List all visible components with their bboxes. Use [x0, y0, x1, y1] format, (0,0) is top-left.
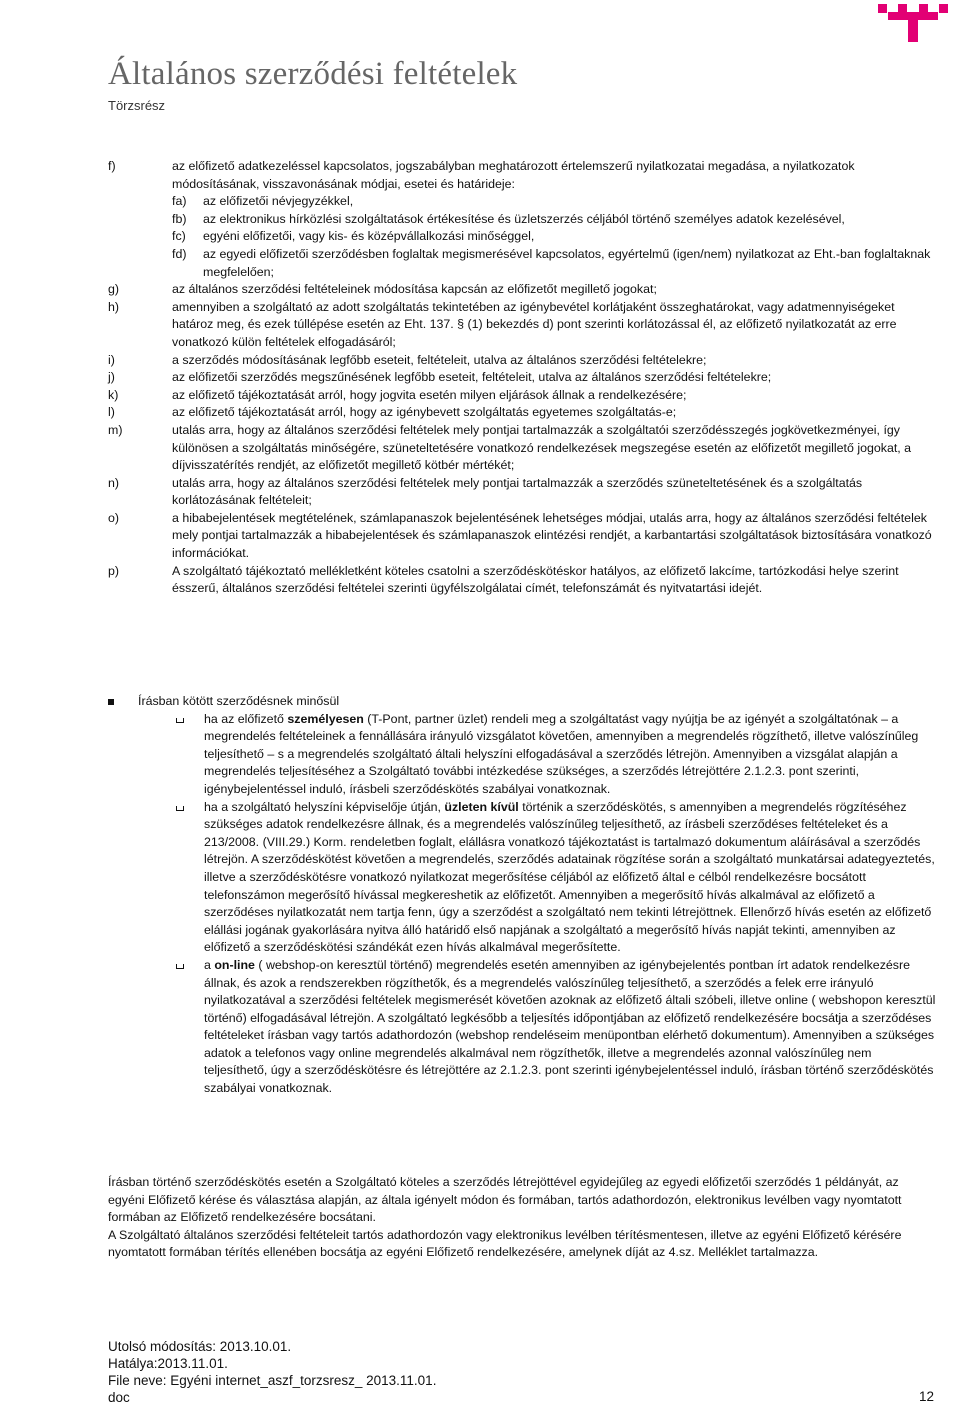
logo-dot-icon [939, 4, 948, 13]
item-text: az előfizetői névjegyzékkel, [203, 194, 354, 209]
list-item [108, 563, 938, 598]
list-item [108, 352, 938, 370]
item-text: az előfizető adatkezeléssel kapcsolatos, jogszabályban meghatározott értelemszerű nyilatkozatai megadása, a nyilatkozatok módosításának, visszavonásának módjai, esetei és határideje: [172, 159, 855, 191]
list-item [108, 387, 938, 405]
list-subitem [172, 228, 938, 246]
list-subitem [172, 246, 938, 281]
written-contract-section [108, 693, 938, 1098]
item-text: amennyiben a szolgáltató az adott szolgáltatás tekintetében az igénybevétel korlátjaként összeghatárokat, vagy adatmennyiségeket határoz meg, és ezek túllépése esetén az Eht. 137. § (1) bekezdés d) pont szerinti korlátozással él, az előfizető nyilatkozatát az erre vonatkozó külön feltételek elfogadásáról; [172, 299, 897, 349]
item-text: az előfizető tájékoztatását arról, hogy jogvita esetén milyen eljárások állnak a rendelkezésére; [172, 387, 687, 402]
item-label: m) [108, 422, 123, 437]
emphasis-text: személyesen [287, 711, 364, 726]
item-label: n) [108, 475, 120, 490]
item-text-part: ha a szolgáltató helyszíni képviselője útján, [204, 799, 445, 814]
item-label: f) [108, 159, 116, 173]
closing-paragraphs [108, 1174, 938, 1262]
item-label: l) [108, 405, 115, 420]
list-item [108, 422, 938, 475]
item-label: fa) [172, 194, 187, 209]
item-label: g) [108, 282, 120, 297]
page-title: Általános szerződési feltételek [108, 56, 518, 92]
last-modified: Utolsó módosítás: 2013.10.01. [108, 1339, 292, 1354]
item-label: i) [108, 352, 115, 367]
item-text: az általános szerződési feltételeinek módosítása kapcsán az előfizetőt megillető jogokat; [172, 282, 657, 297]
item-text-part: a [204, 957, 215, 972]
item-label: fb) [172, 211, 187, 226]
file-name: File neve: Egyéni internet_aszf_torzsresz_ 2013.11.01. [108, 1373, 437, 1388]
item-text: egyéni előfizetői, vagy kis- és középvállalkozási minőséggel, [203, 229, 535, 244]
item-label: p) [108, 563, 120, 578]
list-item [108, 510, 938, 563]
item-text: az előfizető tájékoztatását arról, hogy az igénybevett szolgáltatás egyetemes szolgáltatás-e; [172, 405, 677, 420]
file-extension: doc [108, 1390, 130, 1405]
item-text: a hibabejelentések megtételének, számlapanaszok bejelentésének lehetséges módjai, utalás arra, hogy az általános szerződési feltételek mely pontjai tartalmazzák a hibabejelentések és számlapanaszok elintézési rendjét, a karbantartási szolgáltatások biztosítására vonatkozó információkat. [172, 510, 932, 561]
item-text [204, 957, 938, 1098]
written-contract-item [176, 711, 938, 799]
item-text: az egyedi előfizetői szerződésben foglaltak megismerésével kapcsolatos, egyértelmű (igen/nem) nyilatkozat az Eht.-ban foglaltaknak megfelelően; [203, 246, 931, 279]
item-text-part: ha az előfizető [204, 711, 288, 726]
emphasis-text: üzleten kívül [444, 799, 519, 814]
item-label: fc) [172, 229, 186, 244]
item-text: az elektronikus hírközlési szolgáltatások értékesítése és üzletszerzés céljából történő személyes adatok kezelésével, [203, 211, 845, 226]
footer [108, 1338, 436, 1406]
item-text: A szolgáltató tájékoztató mellékletként köteles csatolni a szerződéskötéskor hatályos, az előfizető lakcíme, tartózkodási helye szerint ésszerű, általános szerződési feltételei szerinti ügyfélszolgálatai címét, telefonszámát és nyitvatartási idejét. [172, 563, 899, 596]
paragraph: Írásban történő szerződéskötés esetén a Szolgáltató köteles a szerződés létrejöttével egyidejűleg az egyedi előfizetői szerződés 1 példányát, az egyéni Előfizető kérése és választása alapján, az általa igényelt módon és formában, tartós adathordozón, elektronikus levélben vagy nyomtatott formában az Előfizető rendelkezésére bocsátani. [108, 1175, 902, 1225]
item-text: utalás arra, hogy az általános szerződési feltételek mely pontjai tartalmazzák a szerződés szüneteltetésének és a szolgáltatás korlátozásának feltételeit; [172, 475, 863, 508]
list-item [108, 404, 938, 422]
paragraph: A Szolgáltató általános szerződési feltételeit tartós adathordozón vagy elektronikus levélben térítésmentesen, illetve az egyéni Előfizető kérésére nyomtatott formában térítés ellenében bocsátja az egyéni Előfizető rendelkezésére, amelynek díját az 4.sz. Melléklet tartalmazza. [108, 1227, 902, 1260]
provisions-list [108, 158, 938, 598]
square-bullet-icon [108, 699, 114, 705]
item-label: fd) [172, 246, 187, 261]
item-text: az előfizetői szerződés megszűnésének legfőbb eseteit, feltételeit, utalva az általános szerződési feltételekre; [172, 370, 772, 385]
written-contract-heading: Írásban kötött szerződésnek minősül [138, 694, 340, 708]
telekom-t-logo [878, 4, 948, 44]
open-box-bullet-icon [176, 806, 184, 811]
effective-date: Hatálya:2013.11.01. [108, 1356, 228, 1371]
item-label: h) [108, 299, 120, 314]
item-text: utalás arra, hogy az általános szerződési feltételek mely pontjai tartalmazzák a szolgáltatói szerződésszegés jogkövetkezményei, így különösen a szolgáltatás minőségére, szüneteltetésére vonatkozó rendelkezések megszegése esetén az előfizetőt megillető jogokat, a díjvisszatérítés rendjét, az előfizetőt megillető kötbér mértékét; [172, 422, 912, 473]
item-text-part: ( webshop-on keresztül történő) megrendelés esetén amennyiben az igénybejelentés pontban írt adatok rendelkezésre állnak, és azok a rendszerekben rögzíthetők, és a megrendelés valószínűleg teljesíthető, a szerződés a felek erre irányuló nyilatkozatával a szerződési feltételek megismerését követően azoknak az előfizető általi szóbeli, illetve online ( webshopon keresztül történő) elfogadásával létrejön. A szolgáltató legkésőbb a teljesítés időpontjában az előfizető rendelkezésére bocsátja a szerződéses feltételeket írásban vagy tartós adathordozón (webshop rendeléseim menüpontban elérhető dokumentum). Amennyiben a szükséges adatok a telefonos vagy online megrendelés alkalmával nem rögzíthetők, illetve a megrendelés azonnal valószínűleg nem teljesíthető, úgy a szerződéskötésre és létrejöttére az 2.1.2.3. pont szerinti igénybejelentéssel induló, írásban történő szerződéskötés szabályai vonatkoznak. [204, 957, 936, 1096]
page-number: 12 [918, 1389, 934, 1404]
list-item [108, 281, 938, 299]
written-contract-item [176, 957, 938, 1098]
item-text-part: történik a szerződéskötés, s amennyiben a megrendelés rögzítéséhez szükséges adatok rendelkezésre állnak, és a megrendelés valószínűleg teljesíthető, az írásbeli szerződéses feltételeket és a 213/2008. (VIII.29.) Korm. rendeletben foglalt, elállásra vonatkozó tájékoztatást is tartalmazó dokumentum aláírásával a szerződés létrejön. A szerződéskötést követően a megrendelés, szerződés adatainak rögzítése során a szolgáltató munkatársai adategyeztetés, illetve a szerződéskötésre vonatkozó nyilatkozat megerősítése céljából az előfizető által e célból rendelkezésre bocsátott telefonszámon megerősítő hívással megkereshetik az előfizetőt. Amennyiben a megerősítő hívás alkalmával az előfizető a szerződéses nyilatkozatát nem tartja fenn, úgy a szerződést a szolgáltató nem tekinti létrejöttnek. Ellenőrző hívás esetén az előfizető elállási jogának gyakorlására nyitva álló határidő első napjának a szolgáltató a megerősítő hívás napját tekinti, amennyiben az előfizető a szerződéskötési szándékát ezen hívás alkalmával megerősítette. [204, 799, 935, 955]
item-text-part: (T-Pont, partner üzlet) rendeli meg a szolgáltatást vagy nyújtja be az igényét a szolgáltatónak – a megrendelés feltételeinek a fennállására irányuló vizsgálatot követően, amennyiben a megrendelés rögzíthető, illetve valószínűleg teljesíthető – s a megrendelés szolgáltató általi helyszíni elfogadásával a szerződés létrejön. Amennyiben a vizsgálat alapján a megrendelés teljesítéséhez a Szolgáltató további intézkedése szükséges, a szerződés létrejöttére 2.1.2.3. pont szerinti, igénybejelentéssel induló, írásbeli szerződéskötés szabályai vonatkoznak. [204, 711, 919, 796]
list-item [108, 299, 938, 352]
emphasis-text: on-line [214, 957, 255, 972]
logo-dot-icon [878, 4, 887, 13]
open-box-bullet-icon [176, 718, 184, 723]
written-contract-item [176, 799, 938, 957]
item-text [204, 799, 938, 957]
list-item [108, 475, 938, 510]
item-label: k) [108, 387, 119, 402]
page-subtitle: Törzsrész [108, 98, 166, 113]
list-subitem [172, 193, 938, 211]
list-subitem [172, 211, 938, 229]
item-label: j) [108, 370, 115, 385]
open-box-bullet-icon [176, 964, 184, 969]
list-item [108, 369, 938, 387]
list-item [108, 158, 938, 193]
item-label: o) [108, 510, 120, 525]
item-text: a szerződés módosításának legfőbb eseteit, feltételeit, utalva az általános szerződési feltételekre; [172, 352, 707, 367]
item-text [204, 711, 938, 799]
